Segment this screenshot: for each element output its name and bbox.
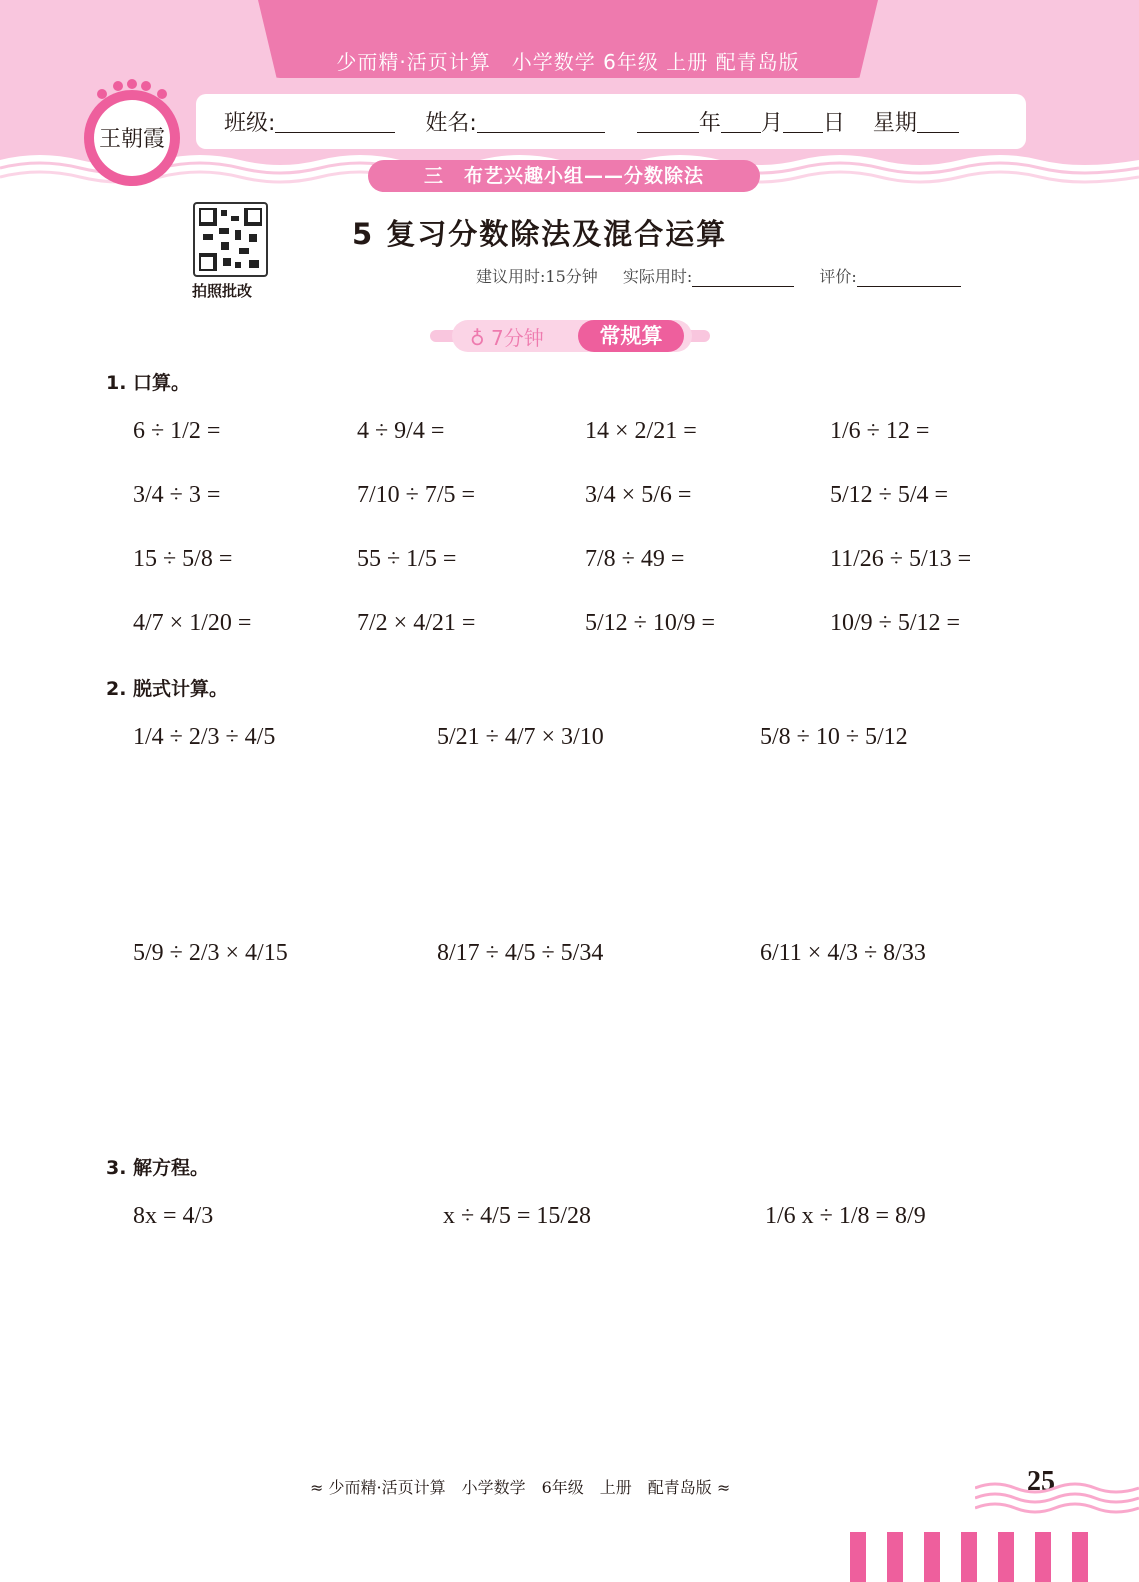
equation-item: 8x = 4/3 xyxy=(133,1203,214,1229)
qr-label: 拍照批改 xyxy=(192,282,253,300)
class-field[interactable] xyxy=(275,111,395,133)
rating-label: 评价: xyxy=(819,267,857,286)
page-title: 5 复习分数除法及混合运算 xyxy=(352,217,728,251)
year-field[interactable] xyxy=(637,111,699,133)
actual-time-label: 实际用时: xyxy=(622,267,693,286)
section-badge xyxy=(430,320,710,352)
rating-field[interactable] xyxy=(857,269,961,287)
oral-calc-item: 7/2 × 4/21 = xyxy=(357,610,476,636)
qr-code-icon[interactable] xyxy=(193,202,268,277)
oral-calc-item: 11/26 ÷ 5/13 = xyxy=(830,546,972,572)
footer-wave xyxy=(975,1478,1139,1518)
decorative-stripe xyxy=(998,1532,1014,1582)
month-field[interactable] xyxy=(721,111,761,133)
oral-calc-item: 55 ÷ 1/5 = xyxy=(357,546,457,572)
oral-calc-item: 4/7 × 1/20 = xyxy=(133,610,252,636)
decorative-stripe xyxy=(961,1532,977,1582)
oral-calc-item: 6 ÷ 1/2 = xyxy=(133,418,221,444)
footer-series: ≈ 少而精·活页计算 小学数学 6年级 上册 配青岛版 ≈ xyxy=(310,1478,731,1497)
question-1-heading: 1. 口算。 xyxy=(106,372,191,394)
name-label: 姓名: xyxy=(425,111,477,136)
student-info-box xyxy=(196,94,1026,149)
badge-time: 7分钟 xyxy=(491,326,544,350)
unit-banner: 三 布艺兴趣小组——分数除法 xyxy=(368,160,760,192)
stepwise-calc-item: 5/9 ÷ 2/3 × 4/15 xyxy=(133,940,288,966)
oral-calc-item: 3/4 × 5/6 = xyxy=(585,482,692,508)
svg-text:王朝霞: 王朝霞 xyxy=(98,127,166,152)
timing-row xyxy=(476,264,961,287)
question-3-heading: 3. 解方程。 xyxy=(106,1157,210,1179)
stepwise-calc-item: 5/21 ÷ 4/7 × 3/10 xyxy=(437,724,604,750)
stepwise-calc-item: 8/17 ÷ 4/5 ÷ 5/34 xyxy=(437,940,604,966)
month-label: 月 xyxy=(760,111,783,136)
weekday-field[interactable] xyxy=(917,111,959,133)
name-field[interactable] xyxy=(477,111,605,133)
oral-calc-item: 15 ÷ 5/8 = xyxy=(133,546,233,572)
brand-logo xyxy=(78,78,186,188)
question-2-heading: 2. 脱式计算。 xyxy=(106,678,229,700)
oral-calc-item: 10/9 ÷ 5/12 = xyxy=(830,610,961,636)
page-number: 25 xyxy=(1027,1466,1055,1497)
oral-calc-item: 5/12 ÷ 10/9 = xyxy=(585,610,716,636)
decorative-stripe xyxy=(1072,1532,1088,1582)
decorative-stripe xyxy=(924,1532,940,1582)
stepwise-calc-item: 1/4 ÷ 2/3 ÷ 4/5 xyxy=(133,724,276,750)
stepwise-calc-item: 6/11 × 4/3 ÷ 8/33 xyxy=(760,940,926,966)
decorative-stripe xyxy=(887,1532,903,1582)
timer-badge xyxy=(470,322,544,351)
stepwise-calc-item: 5/8 ÷ 10 ÷ 5/12 xyxy=(760,724,908,750)
weekday-label: 星期 xyxy=(872,111,917,136)
day-label: 日 xyxy=(822,111,845,136)
equation-item: 1/6 x ÷ 1/8 = 8/9 xyxy=(765,1203,926,1229)
oral-calc-item: 3/4 ÷ 3 = xyxy=(133,482,221,508)
oral-calc-item: 5/12 ÷ 5/4 = xyxy=(830,482,949,508)
day-field[interactable] xyxy=(783,111,823,133)
equation-item: x ÷ 4/5 = 15/28 xyxy=(443,1203,592,1229)
class-label: 班级: xyxy=(224,111,276,136)
suggested-time: 建议用时:15分钟 xyxy=(476,267,598,286)
actual-time-field[interactable] xyxy=(692,269,794,287)
oral-calc-item: 7/10 ÷ 7/5 = xyxy=(357,482,476,508)
decorative-stripe xyxy=(850,1532,866,1582)
oral-calc-item: 1/6 ÷ 12 = xyxy=(830,418,930,444)
badge-type: 常规算 xyxy=(578,320,684,352)
decorative-stripe xyxy=(1035,1532,1051,1582)
oral-calc-item: 14 × 2/21 = xyxy=(585,418,697,444)
medal-icon: ♁ xyxy=(470,326,485,350)
oral-calc-item: 4 ÷ 9/4 = xyxy=(357,418,445,444)
oral-calc-item: 7/8 ÷ 49 = xyxy=(585,546,685,572)
year-label: 年 xyxy=(698,111,721,136)
series-title: 少而精·活页计算 小学数学 6年级 上册 配青岛版 xyxy=(336,50,800,74)
